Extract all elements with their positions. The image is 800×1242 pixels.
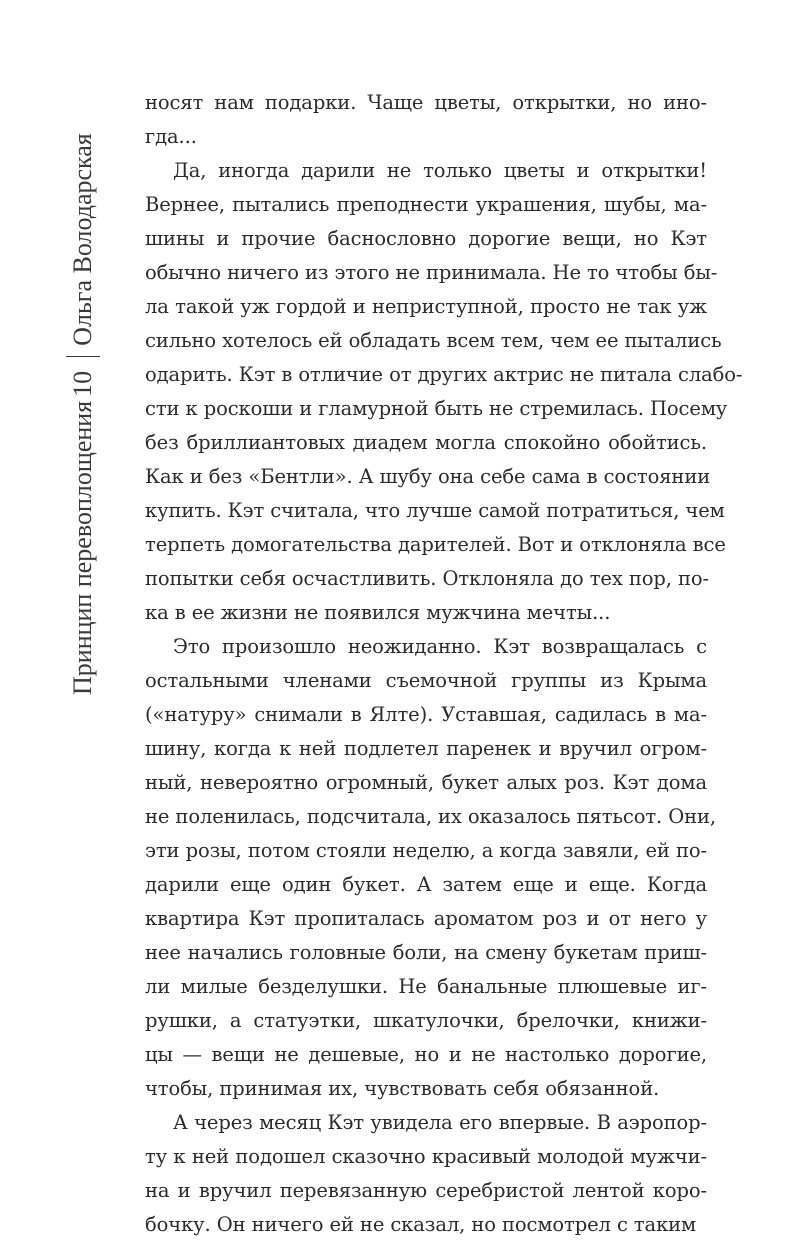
text-line: попытки себя осчастливить. Отклоняла до тех пор, по- — [145, 567, 709, 590]
paragraph — [145, 154, 743, 630]
text-line: чтобы, принимая их, чувствовать себя обязанной. — [145, 1077, 660, 1100]
text-line: эти розы, потом стояли неделю, а когда завяли, ей по- — [145, 839, 707, 862]
text-line: ту к ней подошел сказочно красивый молодой мужчи- — [145, 1145, 707, 1168]
book-title: Принцип перевоплощения — [68, 400, 97, 695]
running-head-divider — [66, 356, 100, 357]
text-line: носят нам подарки. Чаще цветы, открытки, но ино- — [145, 91, 707, 114]
text-line: ный, невероятно огромный, букет алых роз. Кэт дома — [145, 771, 707, 794]
text-line: одарить. Кэт в отличие от других актрис не питала слабо- — [145, 363, 743, 386]
text-line: без бриллиантовых диадем могла спокойно обойтись. — [145, 431, 707, 454]
text-line: гда... — [145, 125, 197, 148]
text-line: сильно хотелось ей обладать всем тем, чем ее пытались — [145, 329, 722, 352]
text-line: на и вручил перевязанную серебристой лентой коро- — [145, 1179, 707, 1202]
text-line: Как и без «Бентли». А шубу она себе сама в состоянии — [145, 465, 711, 488]
text-line: ла такой уж гордой и неприступной, просто не так уж — [145, 295, 707, 318]
text-line: ка в ее жизни не появился мужчина мечты... — [145, 601, 611, 624]
text-line: («натуру» снимали в Ялте). Уставшая, садилась в ма- — [145, 703, 707, 726]
text-line: цы — вещи не дешевые, но и не настолько дорогие, — [145, 1043, 707, 1066]
text-line: купить. Кэт считала, что лучше самой потратиться, чем — [145, 499, 725, 522]
paragraph — [145, 630, 717, 1106]
text-line: дарили еще один букет. А затем еще и еще. Когда — [145, 873, 707, 896]
author-name: Ольга Володарская — [68, 133, 97, 346]
text-line: обычно ничего из этого не принимала. Не то чтобы бы- — [145, 261, 718, 284]
text-line: нее начались головные боли, на смену букетам приш- — [145, 941, 707, 964]
page-number: 10 — [68, 370, 97, 397]
text-line: шину, когда к ней подлетел паренек и вручил огром- — [145, 737, 707, 760]
text-line: бочку. Он ничего ей не сказал, но посмотрел с таким — [145, 1213, 697, 1236]
text-line: сти к роскоши и гламурной быть не стремилась. Посему — [145, 397, 728, 420]
text-line: шины и прочие баснословно дорогие вещи, но Кэт — [145, 227, 707, 250]
text-line: квартира Кэт пропиталась ароматом роз и от него у — [145, 907, 707, 930]
text-column — [145, 86, 743, 1242]
text-line: ли милые безделушки. Не банальные плюшевые иг- — [145, 975, 707, 998]
paragraph — [145, 1106, 707, 1242]
running-head — [60, 95, 106, 695]
text-line: остальными членами съемочной группы из Крыма — [145, 669, 707, 692]
text-line: терпеть домогательства дарителей. Вот и отклоняла все — [145, 533, 726, 556]
text-line: Да, иногда дарили не только цветы и открытки! — [173, 159, 707, 182]
text-line: Это произошло неожиданно. Кэт возвращалась с — [173, 635, 707, 658]
text-line: А через месяц Кэт увидела его впервые. В аэропор- — [173, 1111, 707, 1134]
text-line: не поленилась, подсчитала, их оказалось пятьсот. Они, — [145, 805, 717, 828]
text-line: рушки, а статуэтки, шкатулочки, брелочки, книжи- — [145, 1009, 707, 1032]
text-line: Вернее, пытались преподнести украшения, шубы, ма- — [145, 193, 707, 216]
paragraph — [145, 86, 707, 154]
